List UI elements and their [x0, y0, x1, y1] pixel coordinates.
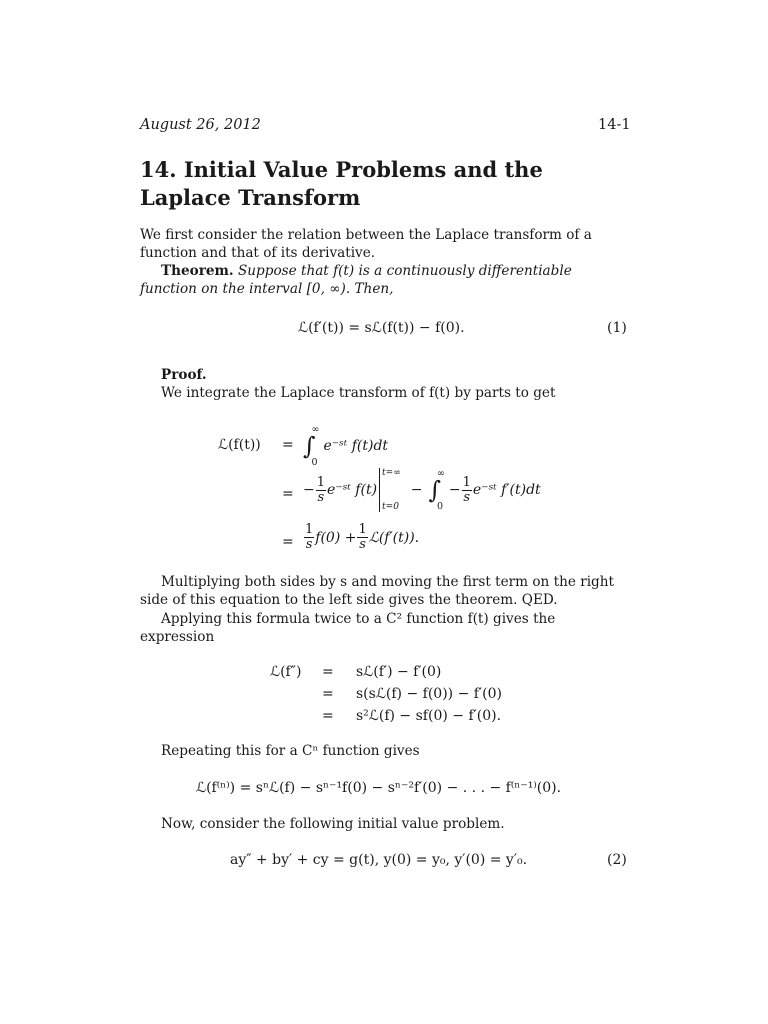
- derivation-lhs: ℒ(f(t)): [218, 437, 261, 453]
- header-date: August 26, 2012: [140, 117, 261, 133]
- proof-intro: We integrate the Laplace transform of f(t) by parts to get: [161, 385, 556, 401]
- equation-2: ay″ + by′ + cy = g(t), y(0) = y₀, y′(0) = y′₀.: [230, 852, 528, 868]
- theorem-statement: Suppose that f(t) is a continuously differentiable function on the interval [0, ∞). Then,: [140, 263, 572, 297]
- second-derivative-line-1: sℒ(f′) − f′(0): [356, 664, 442, 680]
- proof-label: Proof.: [161, 367, 207, 383]
- header-page-number: 14-1: [598, 117, 631, 133]
- upper-limit: ∞: [311, 424, 320, 435]
- second-derivative-line-3: s²ℒ(f) − sf(0) − f′(0).: [356, 708, 502, 724]
- equation-2-number: (2): [607, 852, 627, 868]
- evaluation-bar: [379, 468, 380, 512]
- derivation-line-2: − $\frac{1}{s}$ e⁻ˢᵗ f(t) t=∞ t=0 − ∫ ∞ 0 − $\frac{1}{s}$ e⁻ˢᵗ f′(t)dt: [303, 468, 541, 512]
- second-derivative-lhs: ℒ(f″): [270, 664, 302, 680]
- second-derivative-eq-3: =: [322, 708, 334, 724]
- nth-derivative-equation: ℒ(f⁽ⁿ⁾) = sⁿℒ(f) − sⁿ⁻¹f(0) − sⁿ⁻²f′(0) − . . . − f⁽ⁿ⁻¹⁾(0).: [196, 780, 562, 796]
- derivation-eq-sign-3: =: [282, 534, 294, 550]
- integral-sign-2: ∫: [428, 476, 441, 504]
- integral-sign: ∫: [303, 432, 316, 460]
- second-derivative-eq-1: =: [322, 664, 334, 680]
- evaluation-limits: t=∞ t=0: [382, 468, 401, 512]
- line-1-integrand: e⁻ˢᵗ f(t)dt: [323, 438, 389, 454]
- integral-limits: [312, 424, 320, 468]
- paragraph-applying-twice: Applying this formula twice to a C² function f(t) gives the expression: [140, 611, 556, 645]
- section-title: 14. Initial Value Problems and the Laplace Transform: [140, 157, 543, 210]
- paragraph-multiplying: Multiplying both sides by s and moving the first term on the right side of this equation to the left side gives the theorem. QED.: [140, 574, 614, 608]
- second-derivative-eq-2: =: [322, 686, 334, 702]
- derivation-eq-sign-2: =: [282, 486, 294, 502]
- intro-paragraph: We first consider the relation between the Laplace transform of a function and that of its derivative.: [140, 227, 592, 261]
- derivation-line-3: $\frac{1}{s}$ f(0) + $\frac{1}{s}$ ℒ(f′(t)).: [305, 522, 420, 552]
- fraction-one-over-s: $\frac{1}{s}$: [316, 474, 326, 505]
- derivation-eq-sign-1: =: [282, 437, 294, 453]
- theorem-label: Theorem.: [161, 263, 234, 279]
- second-derivative-line-2: s(sℒ(f) − f(0)) − f′(0): [356, 686, 502, 702]
- theorem-paragraph: [140, 262, 628, 298]
- equation-1: ℒ(f′(t)) = sℒ(f(t)) − f(0).: [298, 320, 465, 336]
- line-2-integrand: e⁻ˢᵗ f′(t)dt: [472, 482, 541, 498]
- line-2-eval-term: e⁻ˢᵗ f(t): [327, 482, 378, 498]
- equation-1-number: (1): [607, 320, 627, 336]
- paragraph-repeating: Repeating this for a Cⁿ function gives: [161, 743, 420, 759]
- derivation-line-1: [303, 424, 388, 468]
- paragraph-ivp: Now, consider the following initial value problem.: [161, 816, 505, 832]
- lower-limit: 0: [311, 457, 318, 468]
